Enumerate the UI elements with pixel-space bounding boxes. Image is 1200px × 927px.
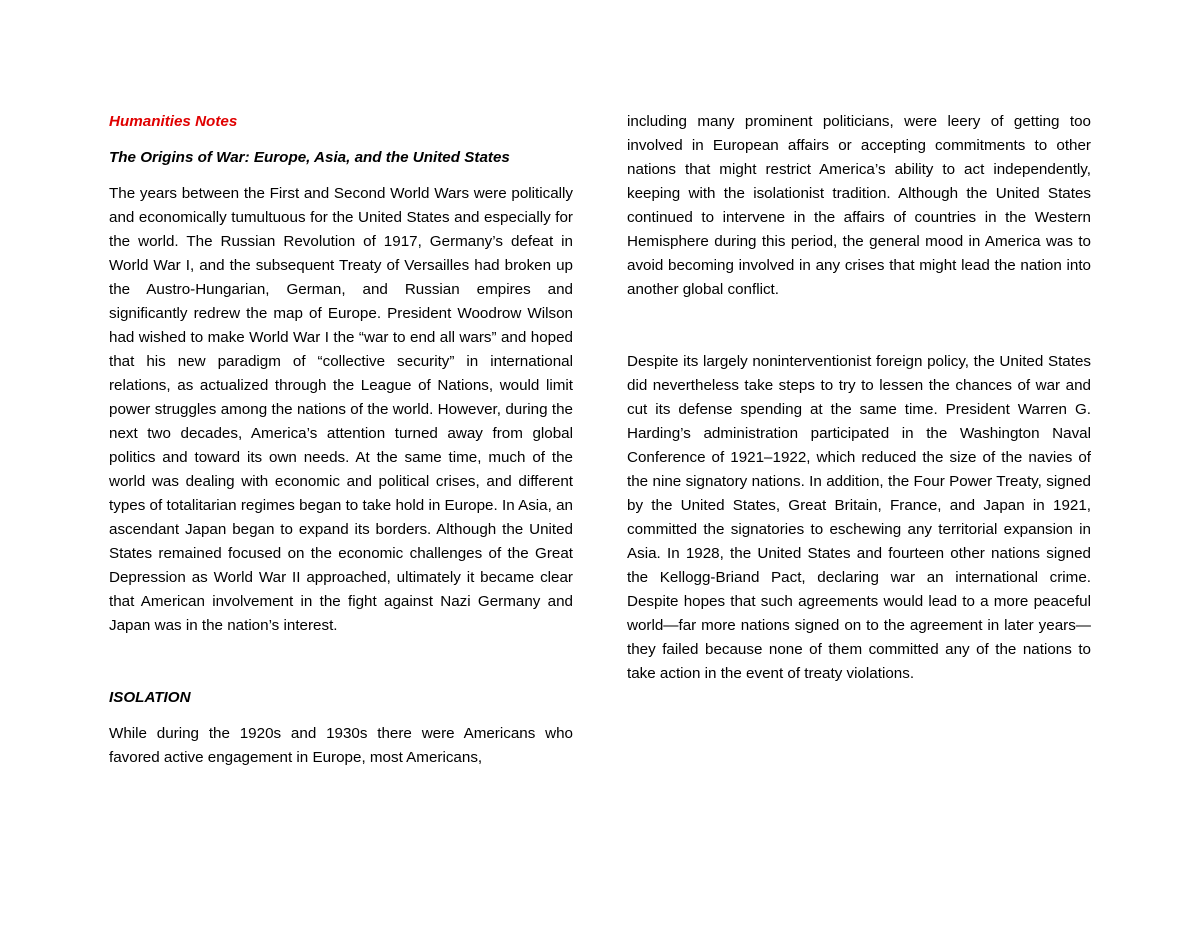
document-title: Humanities Notes xyxy=(109,113,238,130)
left-column xyxy=(109,110,573,770)
document-subtitle: The Origins of War: Europe, Asia, and the United States xyxy=(109,149,510,166)
section-heading-isolation: ISOLATION xyxy=(109,689,191,706)
policy-paragraph: Despite its largely noninterventionist foreign policy, the United States did nevertheless take steps to try to lessen the chances of war and cut its defense spending at the same time. President Warren G. Harding’s administration participated in the Washington Naval Conference of 1921–1922, which reduced the size of the navies of the nine signatory nations. In addition, the Four Power Treaty, signed by the United States, Great Britain, France, and Japan in 1921, committed the signatories to eschewing any territorial expansion in Asia. In 1928, the United States and fourteen other nations signed the Kellogg-Briand Pact, declaring war an international crime. Despite hopes that such agreements would lead to a more peaceful world—far more nations signed on to the agreement in later years—they failed because none of them committed any of the nations to take action in the event of treaty violations. xyxy=(627,353,1091,682)
isolation-paragraph-start: While during the 1920s and 1930s there were Americans who favored active engagement in Europe, most Americans, xyxy=(109,725,573,766)
right-column xyxy=(627,110,1091,686)
isolation-paragraph-continued: including many prominent politicians, were leery of getting too involved in European affairs or accepting commitments to other nations that might restrict America’s ability to act independently, keeping with the isolationist tradition. Although the United States continued to intervene in the affairs of countries in the Western Hemisphere during this period, the general mood in America was to avoid becoming involved in any crises that might lead the nation into another global conflict. xyxy=(627,113,1091,298)
intro-paragraph: The years between the First and Second World Wars were politically and economically tumultuous for the United States and especially for the world. The Russian Revolution of 1917, Germany’s defeat in World War I, and the subsequent Treaty of Versailles had broken up the Austro-Hungarian, German, and Russian empires and significantly redrew the map of Europe. President Woodrow Wilson had wished to make World War I the “war to end all wars” and hoped that his new paradigm of “collective security” in international relations, as actualized through the League of Nations, would limit power struggles among the nations of the world. However, during the next two decades, America’s attention turned away from global politics and toward its own needs. At the same time, much of the world was dealing with economic and political crises, and different types of totalitarian regimes began to take hold in Europe. In Asia, an ascendant Japan began to expand its borders. Although the United States remained focused on the economic challenges of the Great Depression as World War II approached, ultimately it became clear that American involvement in the fight against Nazi Germany and Japan was in the nation’s interest. xyxy=(109,185,573,634)
